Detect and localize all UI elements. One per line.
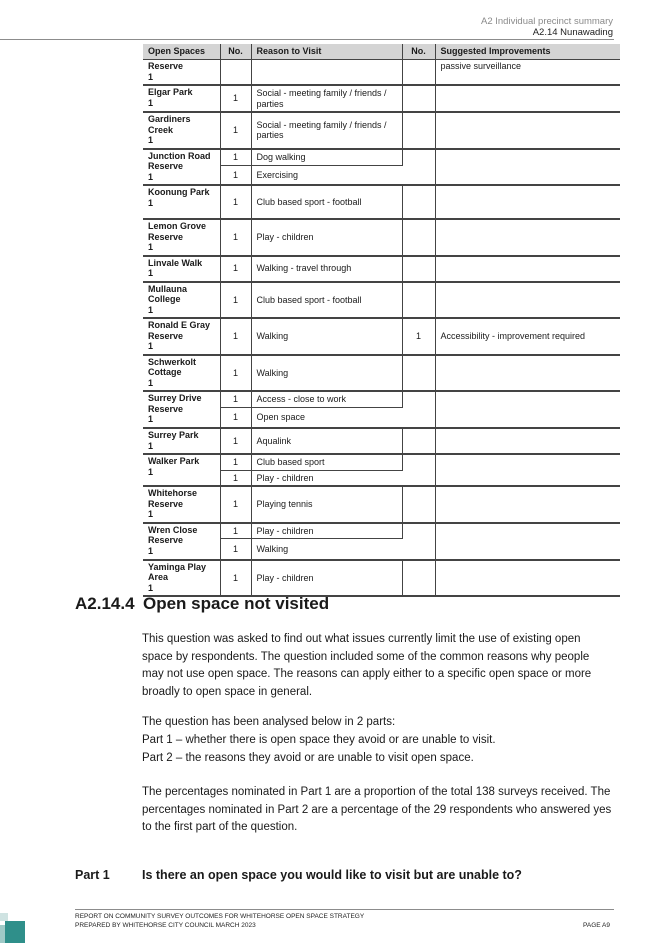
cell-reason: Walking: [251, 355, 402, 392]
cell-no: 1: [220, 523, 251, 539]
cell-no-2: [402, 185, 435, 219]
cell-reason: Social - meeting family / friends / parties: [251, 112, 402, 149]
section-number: A2.14.4: [75, 594, 135, 613]
footer-text: [75, 913, 364, 930]
table-row: [143, 282, 620, 319]
open-space-name: Mullauna College 1: [143, 282, 220, 319]
cell-no: 1: [220, 219, 251, 256]
cell-reason: Play - children: [251, 560, 402, 597]
open-space-name: Surrey Drive Reserve 1: [143, 391, 220, 428]
cell-no-2: [402, 391, 435, 428]
cell-reason: Play - children: [251, 470, 402, 486]
running-header: [481, 16, 613, 38]
cell-improvement: [435, 355, 620, 392]
table-row: [143, 60, 620, 86]
footer-rule: [75, 909, 614, 910]
cell-no-2: [402, 149, 435, 186]
table-row: [143, 149, 620, 166]
cell-no: 1: [220, 539, 251, 560]
cell-no: 1: [220, 428, 251, 454]
table-row: [143, 560, 620, 597]
open-space-name: Walker Park 1: [143, 454, 220, 486]
col-reason: Reason to Visit: [251, 44, 402, 60]
cell-no: 1: [220, 407, 251, 428]
table-row: [143, 355, 620, 392]
part1-description: Part 1 – whether there is open space they avoid or are unable to visit.: [142, 734, 496, 746]
open-space-name: Schwerkolt Cottage 1: [143, 355, 220, 392]
cell-reason: Playing tennis: [251, 486, 402, 523]
cell-no-2: [402, 355, 435, 392]
col-open-spaces: Open Spaces: [143, 44, 220, 60]
cell-no: 1: [220, 85, 251, 112]
cell-no: 1: [220, 391, 251, 407]
cell-reason: Club based sport - football: [251, 185, 402, 219]
open-space-name: Reserve 1: [143, 60, 220, 86]
cell-reason: Walking: [251, 318, 402, 355]
section-heading: [75, 594, 329, 614]
cell-no-2: [402, 219, 435, 256]
col-no-2: No.: [402, 44, 435, 60]
cell-reason: Open space: [251, 407, 402, 428]
table-row: [143, 112, 620, 149]
cell-no: 1: [220, 355, 251, 392]
cell-reason: Social - meeting family / friends / parties: [251, 85, 402, 112]
table-row: [143, 428, 620, 454]
table-row: [143, 523, 620, 539]
open-space-name: Wren Close Reserve 1: [143, 523, 220, 560]
cell-reason: Exercising: [251, 165, 402, 185]
cell-improvement: [435, 560, 620, 597]
open-space-name: Junction Road Reserve 1: [143, 149, 220, 186]
open-space-name: Whitehorse Reserve 1: [143, 486, 220, 523]
cell-reason: Aqualink: [251, 428, 402, 454]
page-number: PAGE A9: [583, 922, 610, 929]
header-subsection: A2.14 Nunawading: [532, 27, 613, 38]
cell-improvement: [435, 282, 620, 319]
table-row: [143, 454, 620, 470]
cell-no-2: [402, 112, 435, 149]
col-no: No.: [220, 44, 251, 60]
cell-improvement: [435, 428, 620, 454]
open-space-name: Lemon Grove Reserve 1: [143, 219, 220, 256]
cell-improvement: [435, 185, 620, 219]
table-row: [143, 318, 620, 355]
footer-report-title: REPORT ON COMMUNITY SURVEY OUTCOMES FOR WHITEHORSE OPEN SPACE STRATEGY: [75, 913, 365, 920]
table-row: [143, 256, 620, 282]
cell-reason: Club based sport: [251, 454, 402, 470]
council-logo-icon-block: [5, 921, 25, 943]
cell-reason: Play - children: [251, 523, 402, 539]
cell-no: 1: [220, 112, 251, 149]
cell-improvement: [435, 391, 620, 428]
table-row: [143, 486, 620, 523]
table-row: [143, 219, 620, 256]
cell-no: 1: [220, 486, 251, 523]
table-row: [143, 185, 620, 219]
footer-prepared-by: PREPARED BY WHITEHORSE CITY COUNCIL MARCH 2023: [75, 921, 256, 929]
intro-paragraph: This question was asked to find out what issues currently limit the use of existing open space by respondents. The question included some of the common reasons why people may not use open space. The reasons can apply either to a specific open space or more broadly to open space in general.: [142, 633, 592, 698]
cell-no-2: [402, 523, 435, 560]
cell-no-2: [402, 560, 435, 597]
cell-no: 1: [220, 560, 251, 597]
cell-improvement: [435, 149, 620, 186]
open-spaces-table: [143, 44, 620, 597]
open-space-name: Linvale Walk 1: [143, 256, 220, 282]
cell-no: 1: [220, 256, 251, 282]
cell-improvement: passive surveillance: [435, 60, 620, 86]
cell-no-2: 1: [402, 318, 435, 355]
open-space-name: Surrey Park 1: [143, 428, 220, 454]
cell-no-2: [402, 486, 435, 523]
council-logo-icon: [0, 913, 8, 921]
cell-no: 1: [220, 318, 251, 355]
cell-no: [220, 60, 251, 86]
cell-no: 1: [220, 282, 251, 319]
cell-reason: Dog walking: [251, 149, 402, 166]
open-space-name: Ronald E Gray Reserve 1: [143, 318, 220, 355]
cell-improvement: [435, 219, 620, 256]
cell-no-2: [402, 256, 435, 282]
cell-no: 1: [220, 149, 251, 166]
cell-no-2: [402, 282, 435, 319]
cell-reason: Walking - travel through: [251, 256, 402, 282]
part-label: Part 1: [75, 868, 110, 882]
open-space-name: Elgar Park 1: [143, 85, 220, 112]
percentages-paragraph: The percentages nominated in Part 1 are a proportion of the total 138 surveys received. The percentages nominated in Part 2 are a percentage of the 29 respondents who answered yes to the first part of the question.: [142, 786, 612, 833]
cell-no-2: [402, 428, 435, 454]
cell-reason: Walking: [251, 539, 402, 560]
cell-improvement: [435, 486, 620, 523]
cell-no: 1: [220, 185, 251, 219]
cell-reason: Club based sport - football: [251, 282, 402, 319]
header-rule: [0, 39, 614, 40]
part2-description: Part 2 – the reasons they avoid or are unable to visit open space.: [142, 752, 474, 764]
part-question: Is there an open space you would like to visit but are unable to?: [142, 868, 522, 882]
cell-improvement: [435, 454, 620, 486]
table-row: [143, 85, 620, 112]
cell-no: 1: [220, 470, 251, 486]
col-improvements: Suggested Improvements: [435, 44, 620, 60]
cell-reason: [251, 60, 402, 86]
table-row: [143, 391, 620, 407]
open-space-name: Koonung Park 1: [143, 185, 220, 219]
cell-improvement: Accessibility - improvement required: [435, 318, 620, 355]
cell-improvement: [435, 256, 620, 282]
section-title: Open space not visited: [143, 594, 330, 613]
analysis-paragraph: The question has been analysed below in 2 parts:: [142, 716, 396, 728]
cell-no: 1: [220, 165, 251, 185]
cell-reason: Access - close to work: [251, 391, 402, 407]
cell-improvement: [435, 523, 620, 560]
open-space-name: Gardiners Creek 1: [143, 112, 220, 149]
cell-no-2: [402, 454, 435, 486]
cell-reason: Play - children: [251, 219, 402, 256]
cell-no: 1: [220, 454, 251, 470]
cell-improvement: [435, 112, 620, 149]
open-space-name: Yaminga Play Area 1: [143, 560, 220, 597]
header-section: A2 Individual precinct summary: [481, 16, 613, 27]
cell-no-2: [402, 85, 435, 112]
part-heading: [75, 868, 522, 882]
table-header-row: [143, 44, 620, 60]
cell-improvement: [435, 85, 620, 112]
cell-no-2: [402, 60, 435, 86]
